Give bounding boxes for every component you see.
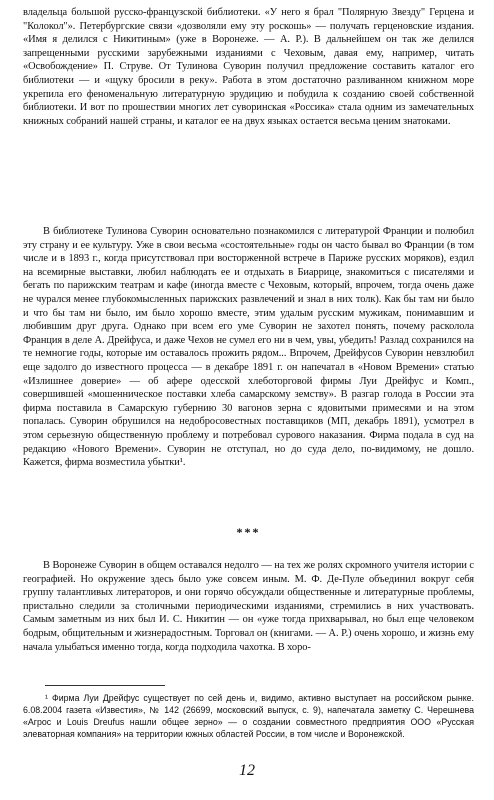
paragraph-1: владельца большой русско-французской библиотеки. «У него я брал "Полярную Звезду" Герцена и "Колокол"». Петербургские связи «дозволяли ему эту роскошь» — получать герценовские издания. «Имя я делился с Никитиным» (уже в Воронеже. — А. Р.). В дальнейшем он так же делился запрещенными русскими зарубежными изданиями с Чеховым, давая ему, например, читать «Освобождение» П. Струве. От Тулинова Суворин получил предложение составить каталог его библиотеки — и «щуку бросили в реку». Работа в этом достаточно разливанном книжном море укрепила его феноменальную литературную эрудицию и побудила к созданию своей собственной библиотеки. И вот по прошествии многих лет суворинская «Россика» стала одним из замечательных книжных собраний нашей страны, и каталог ее на двух языках остается весьма ценим знатоками.	[23, 7, 474, 127]
footnote: ¹ Фирма Луи Дрейфус существует по сей день и, видимо, активно выступает на российском рынке. 6.08.2004 газета «Известия», № 142 (26699, московский выпуск, с. 9), напечатала заметку С. Черешнева «Агрос и Louis Dreufus нашли общее зерно» — о создании совместного предприятия ООО «Русская элеваторная компания» на территории южных областей России, в том числе и Воронежской.	[23, 693, 474, 739]
page-number: 12	[239, 762, 255, 779]
paragraph-3: В Воронеже Суворин в общем оставался недолго — на тех же ролях скромного учителя истории с географией. Но окружение здесь было уже совсем иным. М. Ф. Де-Пуле объединил вокруг себя группу талантливых литераторов, и они горячо обсуждали общественные и литературные проблемы, пристально следили за столичными периодическими изданиями, стремились в них участвовать. Самым заметным из них был И. С. Никитин — он «уже тогда прихварывал, но был еще человеком бодрым, общительным и жизнерадостным. Торговал он (книгами. — А. Р.) очень хорошо, и жизнь ему начала улыбаться именно тогда, когда подходила чахотка. В хоро-	[23, 560, 474, 653]
section-separator: ***	[236, 525, 261, 539]
footnote-divider	[45, 685, 165, 686]
paragraph-2: В библиотеке Тулинова Суворин основательно познакомился с литературой Франции и полюбил эту страну и ее культуру. Уже в свои весьма «состоятельные» годы он часто бывал во Франции (в том числе и в 1893 г., когда присутствовал при восторженной встрече в Париже русских моряков), ездил на всемирные выставки, любил наблюдать ее и отдыхать в Биаррице, знакомиться с писателями и бегать по парижским театрам и кафе (иногда вместе с Чеховым, который, впрочем, тогда очень даже не чурался менее глубокомысленных парижских развлечений и знал в них толк). Как бы там ни было и что бы там ни было, им было хорошо вместе, этим удалым русским мужикам, понимавшим и любившим друг друга. Однако при всем его уме Суворин не захотел понять, почему расколола Франция в деле А. Дрейфуса, и даже Чехов не сумел его ни в чем, увы, убедить! Разлад сохранился на те немногие годы, которые им оставалось прожить рядом... Впрочем, Дрейфусов Суворин невзлюбил еще задолго до известного процесса — в декабре 1891 г. он напечатал в «Новом Времени» статью «Излишнее доверие» — об афере одесской хлеботорговой фирмы Луи Дрейфус и Комп., совершившей «мошенническое поставки хлеба самарскому земству». В разгар голода в России эта фирма поставила в Самарскую губернию 30 вагонов зерна с ядовитыми примесями и на этом попалась. Суворин обрушился на недобросовестных поставщиков (МП, декабрь 1891), усмотрел в этом серьезную общественную проблему и потребовал сурового наказания. Фирма подала в суд на редакцию «Нового Времени». Суворин не отступал, но до суда дело, по-видимому, не дошло. Кажется, фирма возместила убытки¹.	[23, 226, 474, 469]
